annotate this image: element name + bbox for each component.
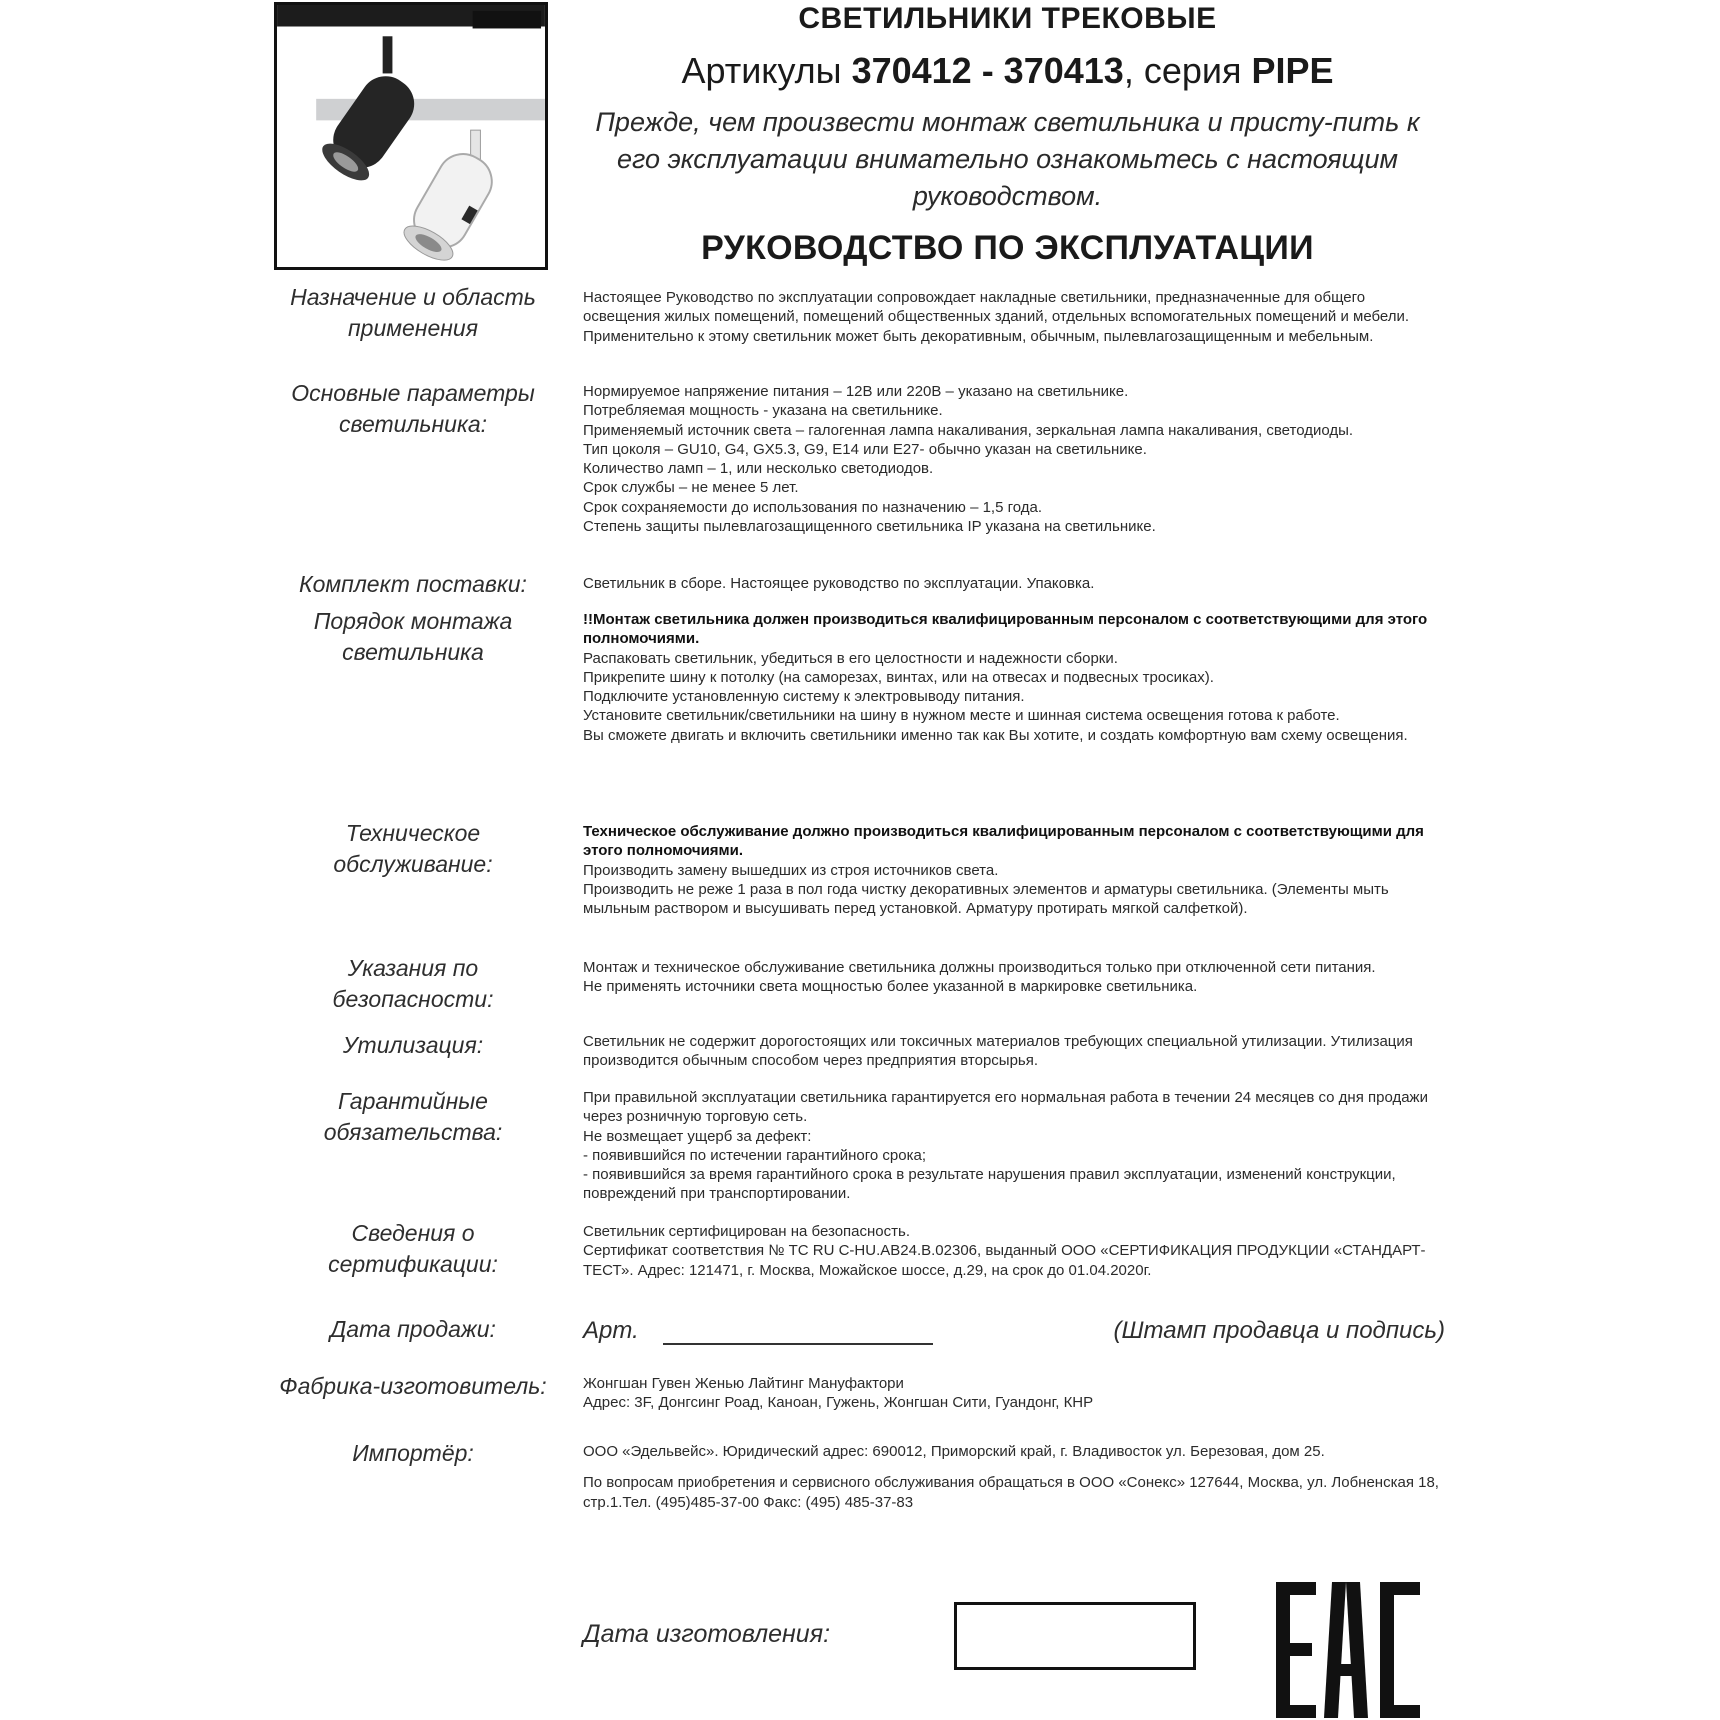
- warranty-line: - появившийся по истечении гарантийного срока;: [583, 1146, 927, 1164]
- track-spotlights-icon: [277, 5, 545, 267]
- params-text: [583, 382, 1443, 536]
- install-line: Прикрепите шину к потолку (на саморезах, винтах, или на отвесах и подвесных тросиках).: [583, 668, 1214, 686]
- document-header: [570, 0, 1445, 268]
- manufacture-date-box: [954, 1602, 1196, 1670]
- importer-label: Импортёр:: [352, 1440, 474, 1466]
- purpose-text: [583, 288, 1443, 346]
- params-line: Срок службы – не менее 5 лет.: [583, 479, 799, 497]
- disposal-paragraph: Светильник не содержит дорогостоящих или токсичных материалов требующих специальной утилизации. Утилизация производится обычным способом через предприятия вторсырья.: [583, 1033, 1413, 1070]
- document-title: СВЕТИЛЬНИКИ ТРЕКОВЫЕ: [798, 2, 1217, 35]
- manufacturer-label: Фабрика-изготовитель:: [279, 1373, 547, 1399]
- safety-text: [583, 958, 1443, 997]
- params-line: Тип цоколя – GU10, G4, GX5.3, G9, E14 или E27- обычно указан на светильнике.: [583, 440, 1147, 458]
- series-value: PIPE: [1251, 50, 1334, 91]
- product-photo: [274, 2, 548, 270]
- warranty-line: Не возмещает ущерб за дефект:: [583, 1127, 812, 1145]
- install-line: Вы сможете двигать и включить светильники именно так как Вы хотите, и создать комфортную вам схему освещения.: [583, 726, 1408, 744]
- importer-service-info: По вопросам приобретения и сервисного обслуживания обращаться в ООО «Сонекс» 127644, Москва, ул. Лобненская 18, стр.1.Тел. (495)485-37-00 Факс: (495) 485-37-83: [583, 1474, 1439, 1511]
- manufacturer-text: [583, 1374, 1443, 1413]
- params-line: Количество ламп – 1, или несколько светодиодов.: [583, 460, 934, 478]
- params-label: Основные параметры светильника:: [291, 380, 535, 437]
- maintenance-label: Техническое обслуживание:: [333, 820, 493, 877]
- install-line: Подключите установленную систему к электровыводу питания.: [583, 688, 1025, 706]
- series-prefix: , серия: [1123, 50, 1252, 91]
- kit-paragraph: Светильник в сборе. Настоящее руководство по эксплуатации. Упаковка.: [583, 575, 1095, 592]
- art-label: Арт.: [583, 1317, 639, 1344]
- warranty-line: При правильной эксплуатации светильника гарантируется его нормальная работа в течении 24 месяцев со дня продажи через розничную торговую сеть.: [583, 1089, 1428, 1126]
- stamp-signature-text: (Штамп продавца и подпись): [1113, 1317, 1445, 1344]
- disposal-label: Утилизация:: [342, 1032, 484, 1058]
- kit-text: [583, 574, 1443, 593]
- params-line: Потребляемая мощность - указана на светильнике.: [583, 402, 943, 420]
- maintenance-line: Производить не реже 1 раза в пол года чистку декоративных элементов и арматуры светильника. (Элементы мыть мыльным раствором и высушивать перед установкой. Арматуру протирать мягкой салфеткой).: [583, 880, 1389, 918]
- art-entry-line: [663, 1343, 933, 1345]
- intro-note: Прежде, чем произвести монтаж светильника и присту-пить к его эксплуатации внимательно ознакомьтесь с настоящим руководством.: [595, 107, 1420, 211]
- maintenance-text: [583, 822, 1443, 918]
- purpose-paragraph: Настоящее Руководство по эксплуатации сопровождает накладные светильники, предназначенные для общего освещения жилых помещений, помещений общественных зданий, отдельных вспомогательных помещений и мебели. Применительно к этому светильник может быть декоративным, обычным, пылевлагозащищенным и мебельным.: [583, 289, 1410, 345]
- safety-line: Не применять источники света мощностью более указанной в маркировке светильника.: [583, 978, 1198, 996]
- safety-line: Монтаж и техническое обслуживание светильника должны производиться только при отключенной сети питания.: [583, 959, 1376, 976]
- warranty-text: [583, 1088, 1443, 1204]
- certification-line: Светильник сертифицирован на безопасность.: [583, 1223, 910, 1240]
- disposal-text: [583, 1032, 1443, 1071]
- certification-line: Сертификат соответствия № TC RU C-HU.AB24.B.02306, выданный ООО «СЕРТИФИКАЦИЯ ПРОДУКЦИИ «СТАНДАРТ-ТЕСТ». Адрес: 121471, г. Москва, Можайское шоссе, д.29, на срок до 01.04.2020г.: [583, 1242, 1426, 1279]
- safety-label: Указания по безопасности:: [332, 955, 494, 1012]
- sale-date-label: Дата продажи:: [330, 1316, 496, 1342]
- articles-line: [570, 50, 1445, 92]
- purpose-label: Назначение и область применения: [290, 284, 536, 341]
- eac-mark-icon: [1276, 1582, 1426, 1718]
- articles-value: 370412 - 370413: [851, 50, 1124, 91]
- manufacture-date-label: Дата изготовления:: [583, 1620, 831, 1648]
- manual-title: РУКОВОДСТВО ПО ЭКСПЛУАТАЦИИ: [701, 229, 1314, 267]
- certification-text: [583, 1222, 1443, 1280]
- sale-row: [583, 1313, 1445, 1353]
- install-text: [583, 610, 1443, 745]
- articles-prefix: Артикулы: [681, 50, 852, 91]
- warranty-label: Гарантийные обязательства:: [323, 1088, 503, 1145]
- kit-label: Комплект поставки:: [299, 571, 527, 597]
- params-line: Степень защиты пылевлагозащищенного светильника IP указана на светильнике.: [583, 518, 1156, 536]
- certification-label: Сведения о сертификации:: [328, 1220, 498, 1277]
- params-line: Срок сохраняемости до использования по назначению – 1,5 года.: [583, 498, 1043, 516]
- params-line: Нормируемое напряжение питания – 12В или 220В – указано на светильнике.: [583, 383, 1129, 400]
- install-warning: !!Монтаж светильника должен производиться квалифицированным персоналом с соответствующими для этого полномочиями.: [583, 611, 1428, 648]
- importer-text: [583, 1442, 1443, 1512]
- install-line: Распаковать светильник, убедиться в его целостности и надежности сборки.: [583, 649, 1118, 667]
- install-line: Установите светильник/светильники на шину в нужном месте и шинная система освещения готова к работе.: [583, 707, 1340, 725]
- manufacturer-line: Жонгшан Гувен Женью Лайтинг Мануфактори: [583, 1375, 904, 1392]
- warranty-line: - появившийся за время гарантийного срока в результате нарушения правил эксплуатации, изменений конструкции, повреждений при транспортировании.: [583, 1166, 1396, 1203]
- maintenance-warning: Техническое обслуживание должно производиться квалифицированным персоналом с соответствующими для этого полномочиями.: [583, 823, 1424, 860]
- install-label: Порядок монтажа светильника: [313, 608, 513, 665]
- params-line: Применяемый источник света – галогенная лампа накаливания, зеркальная лампа накаливания, светодиоды.: [583, 421, 1354, 439]
- importer-line: ООО «Эдельвейс». Юридический адрес: 690012, Приморский край, г. Владивосток ул. Березовая, дом 25.: [583, 1443, 1325, 1460]
- maintenance-line: Производить замену вышедших из строя источников света.: [583, 861, 999, 879]
- manufacturer-line: Адрес: 3F, Донгсинг Роад, Каноан, Гужень, Жонгшан Сити, Гуандонг, КНР: [583, 1394, 1094, 1412]
